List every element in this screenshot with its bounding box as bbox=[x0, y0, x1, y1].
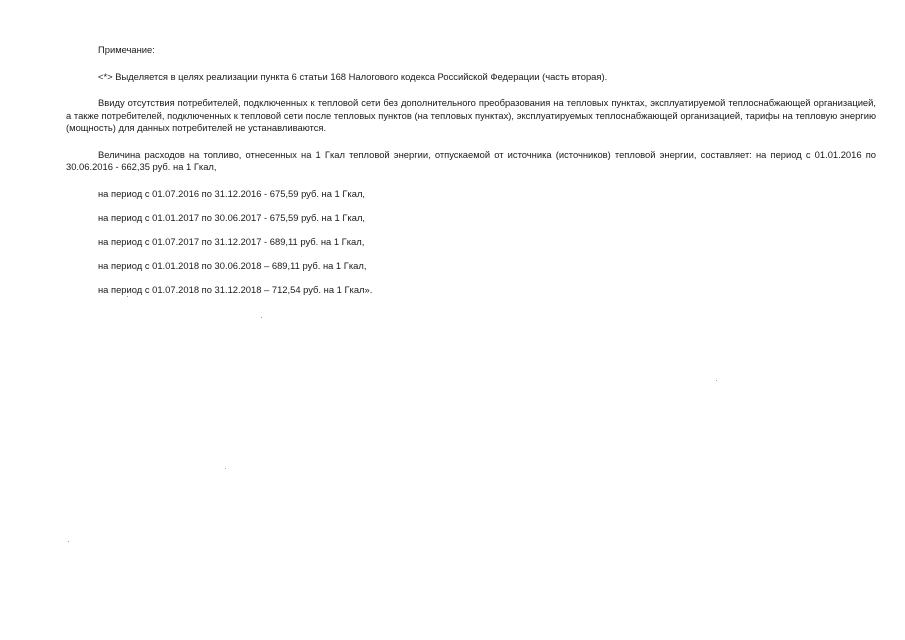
period-item-4: на период с 01.01.2018 по 30.06.2018 – 689,11 руб. на 1 Гкал, bbox=[98, 259, 367, 271]
scan-speck bbox=[716, 380, 717, 381]
period-list bbox=[66, 188, 876, 297]
note-heading: Примечание: bbox=[98, 44, 155, 55]
scan-speck bbox=[68, 541, 69, 542]
period-item-2: на период с 01.01.2017 по 30.06.2017 - 675,59 руб. на 1 Гкал, bbox=[98, 211, 366, 223]
paragraph-consumers: Ввиду отсутствия потребителей, подключенных к тепловой сети без дополнительного преобразования на тепловых пунктах, эксплуатируемой теплоснабжающей организацией, а также потребителей, подключенных к тепловой сети после тепловых пунктов (на тепловых пунктах), эксплуатируемых теплоснабжающей организацией, тарифы на тепловую энергию (мощность) для данных потребителей не устанавливаются. bbox=[66, 97, 876, 133]
period-item-1: на период с 01.07.2016 по 31.12.2016 - 675,59 руб. на 1 Гкал, bbox=[98, 187, 366, 199]
scan-speck bbox=[225, 468, 226, 469]
scan-speck bbox=[261, 317, 262, 318]
footnote: <*> Выделяется в целях реализации пункта 6 статьи 168 Налогового кодекса Российской Федерации (часть вторая). bbox=[98, 70, 608, 82]
scan-speck bbox=[127, 296, 128, 297]
paragraph-fuel: Величина расходов на топливо, отнесенных на 1 Гкал тепловой энергии, отпускаемой от источника (источников) тепловой энергии, составляет: на период с 01.01.2016 по 30.06.2016 - 662,35 руб. на 1 Гкал, bbox=[66, 148, 876, 172]
document-page bbox=[66, 44, 876, 308]
period-item-3: на период с 01.07.2017 по 31.12.2017 - 689,11 руб. на 1 Гкал, bbox=[98, 235, 365, 247]
period-item-5: на период с 01.07.2018 по 31.12.2018 – 712,54 руб. на 1 Гкал». bbox=[98, 283, 373, 295]
